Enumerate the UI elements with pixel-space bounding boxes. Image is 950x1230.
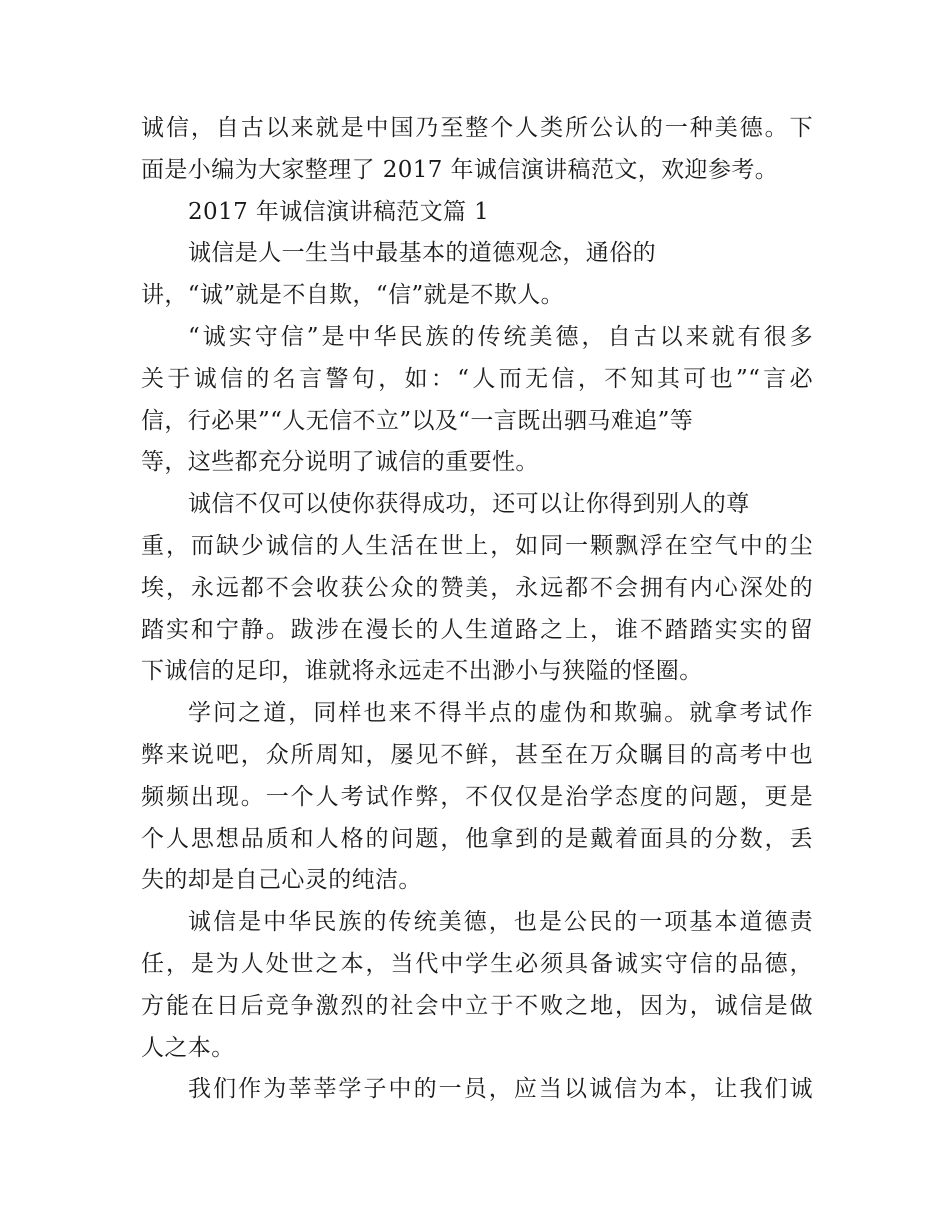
text-line: 诚信是人一生当中最基本的道德观念，通俗的 bbox=[188, 240, 656, 267]
text-line: 埃，永远都不会收获公众的赞美，永远都不会拥有内心深处的 bbox=[141, 574, 813, 601]
text-line: 诚信是中华民族的传统美德，也是公民的一项基本道德责 bbox=[188, 909, 813, 936]
text-line: 踏实和宁静。跋涉在漫长的人生道路之上，谁不踏踏实实的留 bbox=[141, 616, 813, 643]
text-line: 弊来说吧，众所周知，屡见不鲜，甚至在万众瞩目的高考中也 bbox=[141, 741, 813, 768]
text-line: 2017 年诚信演讲稿范文篇 1 bbox=[188, 198, 490, 225]
text-line: 重，而缺少诚信的人生活在世上，如同一颗飘浮在空气中的尘 bbox=[141, 532, 813, 559]
text-line: 诚信，自古以来就是中国乃至整个人类所公认的一种美德。下 bbox=[141, 115, 813, 141]
text-line: 等，这些都充分说明了诚信的重要性。 bbox=[141, 449, 539, 476]
text-line: 学问之道，同样也来不得半点的虚伪和欺骗。就拿考试作 bbox=[188, 700, 813, 727]
text-line: 个人思想品质和人格的问题，他拿到的是戴着面具的分数，丢 bbox=[141, 825, 813, 852]
text-line: 信，行必果”“人无信不立”以及“一言既出驷马难追”等 bbox=[141, 407, 694, 434]
document-body bbox=[141, 108, 813, 1111]
text-line: 我们作为莘莘学子中的一员，应当以诚信为本，让我们诚 bbox=[188, 1076, 813, 1103]
text-line: 失的却是自己心灵的纯洁。 bbox=[141, 867, 422, 894]
text-line: 任，是为人处世之本，当代中学生必须具备诚实守信的品德， bbox=[141, 950, 813, 977]
text-line: 频频出现。一个人考试作弊，不仅仅是治学态度的问题，更是 bbox=[141, 783, 813, 810]
text-line: 关于诚信的名言警句，如：“人而无信，不知其可也”“言必 bbox=[141, 365, 813, 392]
text-line: 诚信不仅可以使你获得成功，还可以让你得到别人的尊 bbox=[188, 491, 750, 518]
text-line: 讲，“诚”就是不自欺，“信”就是不欺人。 bbox=[141, 282, 565, 309]
text-line: 下诚信的足印，谁就将永远走不出渺小与狭隘的怪圈。 bbox=[141, 658, 703, 685]
text-line: 人之本。 bbox=[141, 1034, 235, 1061]
text-line: “诚实守信”是中华民族的传统美德，自古以来就有很多 bbox=[188, 323, 813, 350]
text-line: 面是小编为大家整理了 2017 年诚信演讲稿范文，欢迎参考。 bbox=[141, 156, 779, 183]
text-line: 方能在日后竞争激烈的社会中立于不败之地，因为，诚信是做 bbox=[141, 992, 813, 1019]
